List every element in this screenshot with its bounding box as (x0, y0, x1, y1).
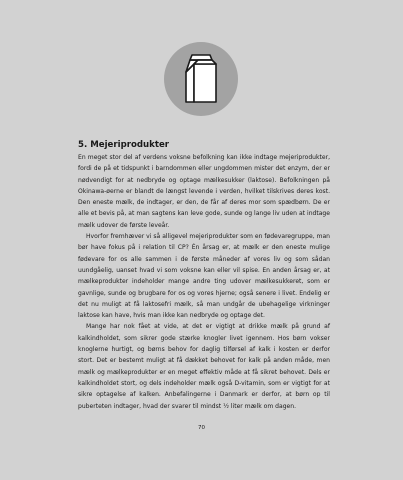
paragraph-2: Hvorfor fremhæver vi så alligevel mejeriprodukter som en fødevaregruppe, man bør have fokus på i relation til CP? Én årsag er, at mælk er den eneste mulige fødevare for os alle sammen i de første måneder af vores liv og som sådan uundgåelig, uanset hvad vi som voksne kan eller vil spise. En anden årsag er, at mælkeprodukter indeholder mange andre ting udover mælkesukkeret, som er gavnlige, sunde og brugbare for os og vores hjerne; også senere i livet. Endelig er det nu muligt at få laktosefri mælk, så man undgår de ubehagelige virkninger laktose kan have, hvis man ikke kan nedbryde og optage det. (78, 233, 330, 320)
paragraph-1: En meget stor del af verdens voksne befolkning kan ikke indtage mejeriprodukter, fordi de på et tidspunkt i barndommen eller ungdommen mister det enzym, der er nødvendigt for at nedbryde og optage mælkesukker (laktose). Befolkningen på Okinawa-øerne er blandt de længst levende i verden, hvilket tilskrives deres kost. Den eneste mælk, de indtager, er den, de får af deres mor som spædbørn. De er alle et bevis på, at man sagtens kan leve gode, sunde og lange liv uden at indtage mælk udover de første leveår. (78, 154, 330, 229)
page-number: 70 (198, 425, 205, 431)
paragraph-3: Mange har nok fået at vide, at det er vigtigt at drikke mælk på grund af kalkindholdet, som sikrer gode stærke knogler livet igennem. Hos børn vokser knoglerne hurtigt, og børns behov for daglig tilførsel af kalk i kosten er derfor stort. Det er bestemt muligt at få dækket behovet for kalk på anden måde, men mælk og mælkeprodukter er en meget effektiv måde at få sikret behovet. Dels er kalkindholdet stort, og dels indeholder mælk også D-vitamin, som er vigtigt for at sikre optagelse af kalken. Anbefalingerne i Danmark er derfor, at børn op til puberteten indtager, hvad der svarer til mindst ½ liter mælk om dagen. (78, 323, 330, 410)
section-content (78, 140, 330, 412)
milk-carton-icon-graphic (164, 42, 238, 116)
section-heading: 5. Mejeriprodukter (78, 140, 170, 150)
milk-carton-icon (164, 42, 238, 116)
